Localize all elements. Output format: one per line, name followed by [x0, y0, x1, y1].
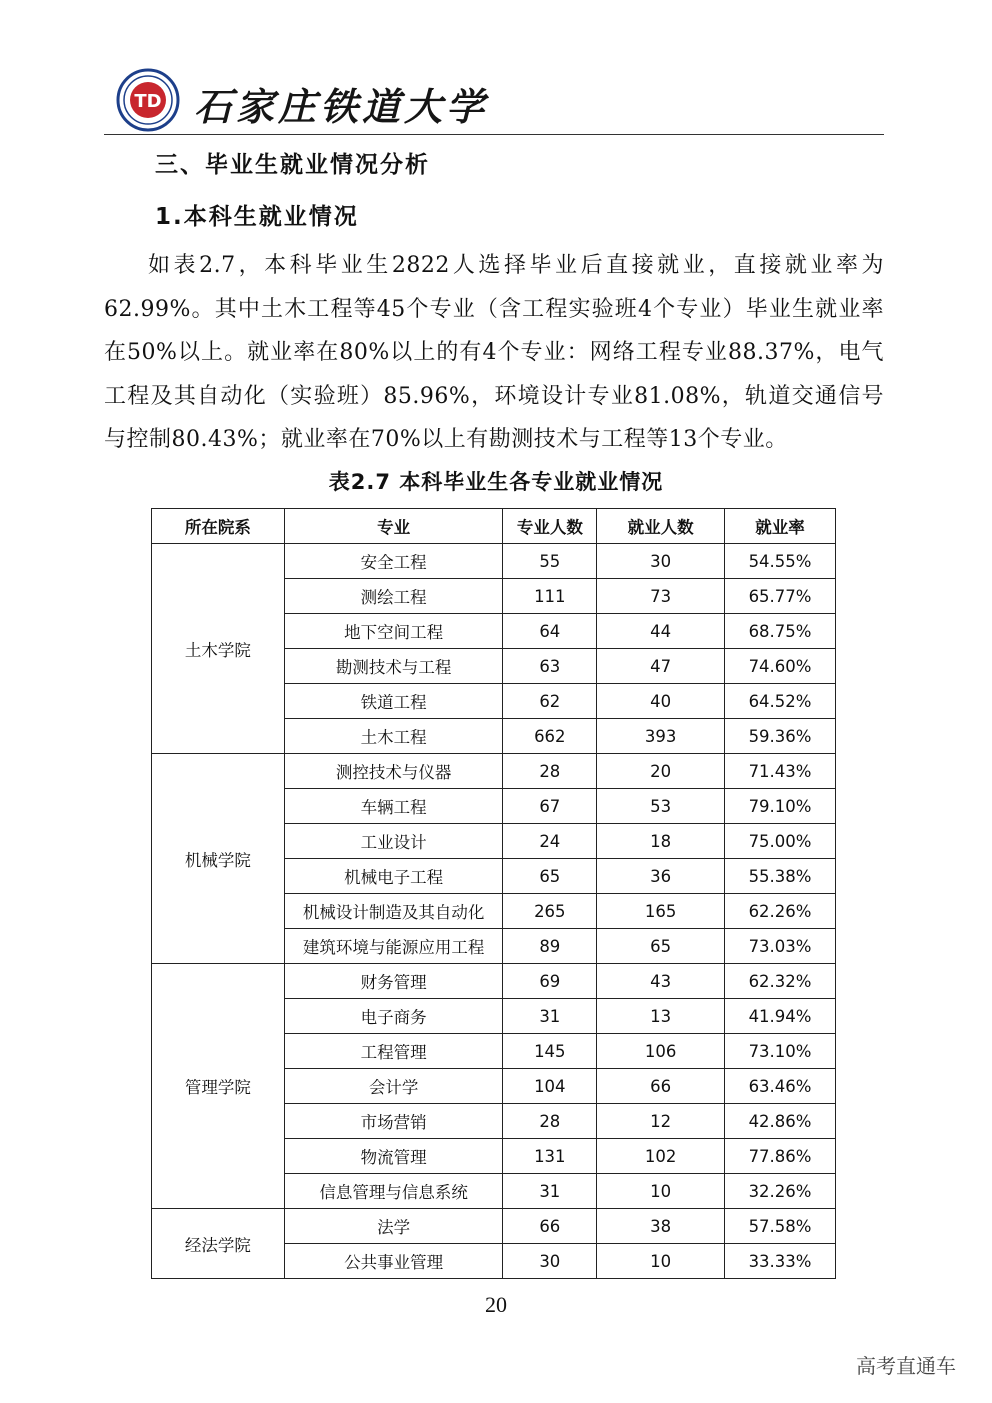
rate-cell: 71.43% [725, 754, 836, 789]
major-cell: 法学 [284, 1209, 503, 1244]
employed-cell: 65 [597, 929, 725, 964]
rate-cell: 79.10% [725, 789, 836, 824]
college-cell: 机械学院 [152, 754, 285, 964]
college-cell: 经法学院 [152, 1209, 285, 1279]
major-cell: 建筑环境与能源应用工程 [284, 929, 503, 964]
section-title: 三、毕业生就业情况分析 [155, 152, 430, 178]
header-major: 专业 [284, 509, 503, 544]
table-row [152, 754, 836, 789]
major-cell: 信息管理与信息系统 [284, 1174, 503, 1209]
enrolled-cell: 24 [503, 824, 597, 859]
major-cell: 财务管理 [284, 964, 503, 999]
rate-cell: 63.46% [725, 1069, 836, 1104]
major-cell: 电子商务 [284, 999, 503, 1034]
employed-cell: 13 [597, 999, 725, 1034]
employed-cell: 66 [597, 1069, 725, 1104]
enrolled-cell: 65 [503, 859, 597, 894]
enrolled-cell: 145 [503, 1034, 597, 1069]
major-cell: 市场营销 [284, 1104, 503, 1139]
enrolled-cell: 28 [503, 754, 597, 789]
rate-cell: 57.58% [725, 1209, 836, 1244]
header-employed: 就业人数 [597, 509, 725, 544]
major-cell: 测控技术与仪器 [284, 754, 503, 789]
rate-cell: 73.03% [725, 929, 836, 964]
employed-cell: 10 [597, 1244, 725, 1279]
enrolled-cell: 265 [503, 894, 597, 929]
header-rate: 就业率 [725, 509, 836, 544]
enrolled-cell: 111 [503, 579, 597, 614]
rate-cell: 42.86% [725, 1104, 836, 1139]
employed-cell: 47 [597, 649, 725, 684]
major-cell: 铁道工程 [284, 684, 503, 719]
employed-cell: 43 [597, 964, 725, 999]
college-cell: 土木学院 [152, 544, 285, 754]
enrolled-cell: 31 [503, 1174, 597, 1209]
major-cell: 会计学 [284, 1069, 503, 1104]
subsection-title: 1.本科生就业情况 [155, 204, 359, 230]
major-cell: 测绘工程 [284, 579, 503, 614]
rate-cell: 33.33% [725, 1244, 836, 1279]
table-row [152, 544, 836, 579]
employed-cell: 10 [597, 1174, 725, 1209]
major-cell: 机械电子工程 [284, 859, 503, 894]
enrolled-cell: 66 [503, 1209, 597, 1244]
major-cell: 物流管理 [284, 1139, 503, 1174]
employed-cell: 53 [597, 789, 725, 824]
header-college: 所在院系 [152, 509, 285, 544]
rate-cell: 75.00% [725, 824, 836, 859]
page-number: 20 [485, 1292, 507, 1317]
enrolled-cell: 63 [503, 649, 597, 684]
seal-initials: TD [134, 91, 162, 112]
major-cell: 工业设计 [284, 824, 503, 859]
university-name: 石家庄铁道大学 [194, 84, 489, 129]
employed-cell: 36 [597, 859, 725, 894]
rate-cell: 55.38% [725, 859, 836, 894]
rate-cell: 59.36% [725, 719, 836, 754]
rate-cell: 68.75% [725, 614, 836, 649]
enrolled-cell: 662 [503, 719, 597, 754]
major-cell: 机械设计制造及其自动化 [284, 894, 503, 929]
major-cell: 地下空间工程 [284, 614, 503, 649]
major-cell: 勘测技术与工程 [284, 649, 503, 684]
enrolled-cell: 69 [503, 964, 597, 999]
rate-cell: 64.52% [725, 684, 836, 719]
enrolled-cell: 131 [503, 1139, 597, 1174]
employed-cell: 44 [597, 614, 725, 649]
body-paragraph: 如表2.7，本科毕业生2822人选择毕业后直接就业，直接就业率为62.99%。其中土木工程等45个专业（含工程实验班4个专业）毕业生就业率在50%以上。就业率在80%以上的有4个专业：网络工程专业88.37%，电气工程及其自动化（实验班）85.96%，环境设计专业81.08%，轨道交通信号与控制80.43%；就业率在70%以上有勘测技术与工程等13个专业。 [104, 253, 884, 452]
rate-cell: 41.94% [725, 999, 836, 1034]
enrolled-cell: 89 [503, 929, 597, 964]
enrolled-cell: 62 [503, 684, 597, 719]
table-row [152, 964, 836, 999]
employed-cell: 18 [597, 824, 725, 859]
rate-cell: 54.55% [725, 544, 836, 579]
employed-cell: 393 [597, 719, 725, 754]
enrolled-cell: 64 [503, 614, 597, 649]
major-cell: 安全工程 [284, 544, 503, 579]
enrolled-cell: 31 [503, 999, 597, 1034]
enrolled-cell: 55 [503, 544, 597, 579]
enrolled-cell: 28 [503, 1104, 597, 1139]
employed-cell: 165 [597, 894, 725, 929]
table-row [152, 1209, 836, 1244]
enrolled-cell: 67 [503, 789, 597, 824]
employed-cell: 102 [597, 1139, 725, 1174]
employment-table [151, 508, 836, 1279]
employed-cell: 73 [597, 579, 725, 614]
enrolled-cell: 104 [503, 1069, 597, 1104]
header-enrolled: 专业人数 [503, 509, 597, 544]
employed-cell: 40 [597, 684, 725, 719]
table-header-row [152, 509, 836, 544]
major-cell: 车辆工程 [284, 789, 503, 824]
rate-cell: 65.77% [725, 579, 836, 614]
major-cell: 工程管理 [284, 1034, 503, 1069]
rate-cell: 77.86% [725, 1139, 836, 1174]
header-divider [104, 134, 884, 135]
rate-cell: 73.10% [725, 1034, 836, 1069]
table-caption: 表2.7 本科毕业生各专业就业情况 [328, 470, 664, 494]
enrolled-cell: 30 [503, 1244, 597, 1279]
employed-cell: 30 [597, 544, 725, 579]
rate-cell: 32.26% [725, 1174, 836, 1209]
major-cell: 土木工程 [284, 719, 503, 754]
university-seal-icon [116, 68, 180, 132]
watermark: 高考直通车 [856, 1354, 956, 1378]
table-body [152, 544, 836, 1279]
employed-cell: 106 [597, 1034, 725, 1069]
rate-cell: 62.32% [725, 964, 836, 999]
page-header [104, 62, 884, 136]
college-cell: 管理学院 [152, 964, 285, 1209]
major-cell: 公共事业管理 [284, 1244, 503, 1279]
employed-cell: 38 [597, 1209, 725, 1244]
employed-cell: 12 [597, 1104, 725, 1139]
employed-cell: 20 [597, 754, 725, 789]
rate-cell: 62.26% [725, 894, 836, 929]
rate-cell: 74.60% [725, 649, 836, 684]
